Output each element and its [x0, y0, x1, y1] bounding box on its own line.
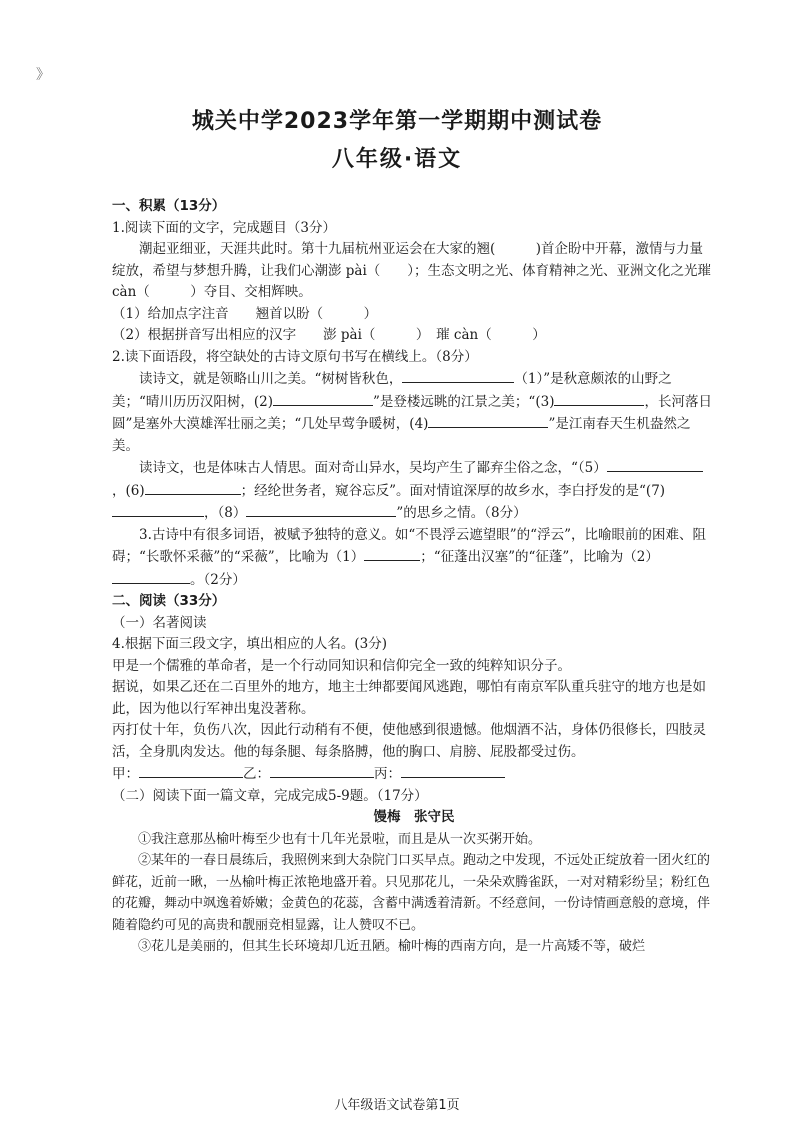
blank-4[interactable] [428, 413, 548, 428]
q2-text: （1）”是秋意颇浓的山野之美；“晴川历历汉阳树，(2) [112, 371, 672, 410]
q3-part: ；“征蓬出汉塞”的“征蓬”，比喻为（2） [420, 549, 659, 565]
q3-text [112, 525, 716, 592]
q4-paragraph-jia: 甲是一个儒雅的革命者，是一个行动同知识和信仰完全一致的纯粹知识分子。 [112, 657, 571, 674]
answer-jia[interactable] [139, 763, 243, 778]
story-paragraph-2: ②某年的一春日晨练后，我照例来到大杂院门口买早点。跑动之中发现，不远处正绽放着一团火红的鲜花，近前一瞅，一丛榆叶梅正浓艳地盛开着。只见那花儿，一朵朵欢腾雀跃，一对对精彩纷呈；粉红色的花瓣，舞动中飒逸着娇嫩；金黄色的花蕊，含蓄中满透着清新。不经意间，一份诗情画意般的意境，伴随着隐约可见的高贵和靓丽竞相显露，让人赞叹不已。 [112, 853, 711, 933]
blank-2[interactable] [273, 391, 373, 406]
label-jia: 甲： [112, 766, 139, 782]
corner-mark: 》 [36, 67, 50, 83]
story-paragraph-3: ③花儿是美丽的，但其生长环境却几近丑陋。榆叶梅的西南方向，是一片高矮不等，破烂 [138, 939, 646, 954]
q4-paragraph-yi: 据说，如果乙还在二百里外的地方，地主士绅都要闻风逃跑，哪怕有南京军队重兵驻守的地方也是如此，因为他以行军神出鬼没著称。 [112, 679, 706, 717]
answer-bing[interactable] [401, 763, 505, 778]
q3-blank-2[interactable] [112, 569, 190, 584]
q4-answer-line [112, 763, 716, 786]
q2-prompt: 2.读下面语段，将空缺处的古诗文原句书写在横线上。（8分） [112, 348, 478, 365]
label-yi: 乙： [243, 766, 270, 782]
exam-title: 城关中学2023学年第一学期期中测试卷 [191, 109, 603, 134]
q2-text: ，（8） [204, 505, 247, 521]
section-1-heading: 一、积累（13分） [112, 198, 226, 214]
exam-subtitle: 八年级·语文 [331, 147, 463, 172]
q2-text: ”的思乡之情。（8分） [396, 505, 527, 521]
page-footer: 八年级语文试卷第1页 [334, 1098, 460, 1113]
section-2-sub1: （一）名著阅读 [112, 614, 207, 631]
q1-sub2: （2）根据拼音写出相应的汉字 澎 pài（ ） 璀 càn（ ） [112, 327, 546, 343]
q2-text: ，长河落日圆”是塞外大漠雄浑壮丽之美；“几处早莺争暖树，(4) [112, 393, 712, 432]
label-bing: 丙： [374, 766, 401, 782]
q4-paragraph-bing: 丙打仗十年，负伤八次，因此行动稍有不便，使他感到很遗憾。他烟酒不沾，身体仍很修长，四肢灵活，全身肌肉发达。他的每条腿、每条胳膊，他的胸口、肩膀、屁股都受过伤。 [112, 722, 706, 760]
section-2-sub2: （二）阅读下面一篇文章，完成完成5-9题。（17分） [112, 787, 428, 804]
q3-part: 。（2分） [190, 571, 246, 588]
q4-prompt: 4.根据下面三段文字，填出相应的人名。(3分) [112, 636, 388, 652]
q2-text: ；经纶世务者，窥谷忘反”。面对情谊深厚的故乡水，李白抒发的是“(7) [240, 482, 666, 499]
section-2-heading: 二、阅读（33分） [112, 593, 226, 609]
story-paragraph-1: ①我注意那丛榆叶梅至少也有十几年光景啦，而且是从一次买粥开始。 [138, 831, 542, 847]
q2-paragraph-1 [112, 368, 716, 457]
blank-1[interactable] [402, 368, 514, 383]
q2-text: ”是登楼远眺的江景之美；“(3) [373, 393, 555, 410]
answer-yi[interactable] [270, 763, 374, 778]
q2-text: ”是江南春天生机盎然之美。 [112, 416, 691, 454]
exam-content [112, 196, 716, 958]
q2-paragraph-2 [112, 457, 716, 525]
q3-part: 3.古诗中有很多词语，被赋予独特的意义。如“不畏浮云遮望眼”的“浮云”，比喻眼前的困难、阻碍；“长歌怀采薇”的“采薇”，比喻为（1） [112, 526, 706, 565]
q3-blank-1[interactable] [364, 546, 420, 561]
blank-8[interactable] [246, 502, 396, 517]
q1-prompt: 1.阅读下面的文字，完成题目（3分） [112, 219, 336, 236]
blank-3[interactable] [554, 391, 644, 406]
blank-5[interactable] [607, 457, 703, 472]
q2-text: 读诗文，就是领略山川之美。“树树皆秋色， [139, 371, 403, 387]
q2-text: 读诗文，也是体味古人情思。面对奇山异水，吴均产生了鄙弃尘俗之念，“（5） [139, 460, 607, 476]
q1-sub1: （1）给加点字注音 翘首以盼（ ） [112, 305, 378, 322]
q1-passage: 潮起亚细亚，天涯共此时。第十九届杭州亚运会在大家的翘( )首企盼中开幕，激情与力量绽放，希望与梦想升腾，让我们心潮澎 pài（ ）；生态文明之光、体育精神之光、亚洲文化之光璀 càn（ ）夺目、交相辉映。 [112, 241, 712, 300]
blank-7[interactable] [112, 502, 204, 517]
q2-text: ，(6) [112, 482, 145, 499]
story-title: 馒梅 张守民 [373, 809, 455, 825]
blank-6[interactable] [145, 480, 241, 495]
